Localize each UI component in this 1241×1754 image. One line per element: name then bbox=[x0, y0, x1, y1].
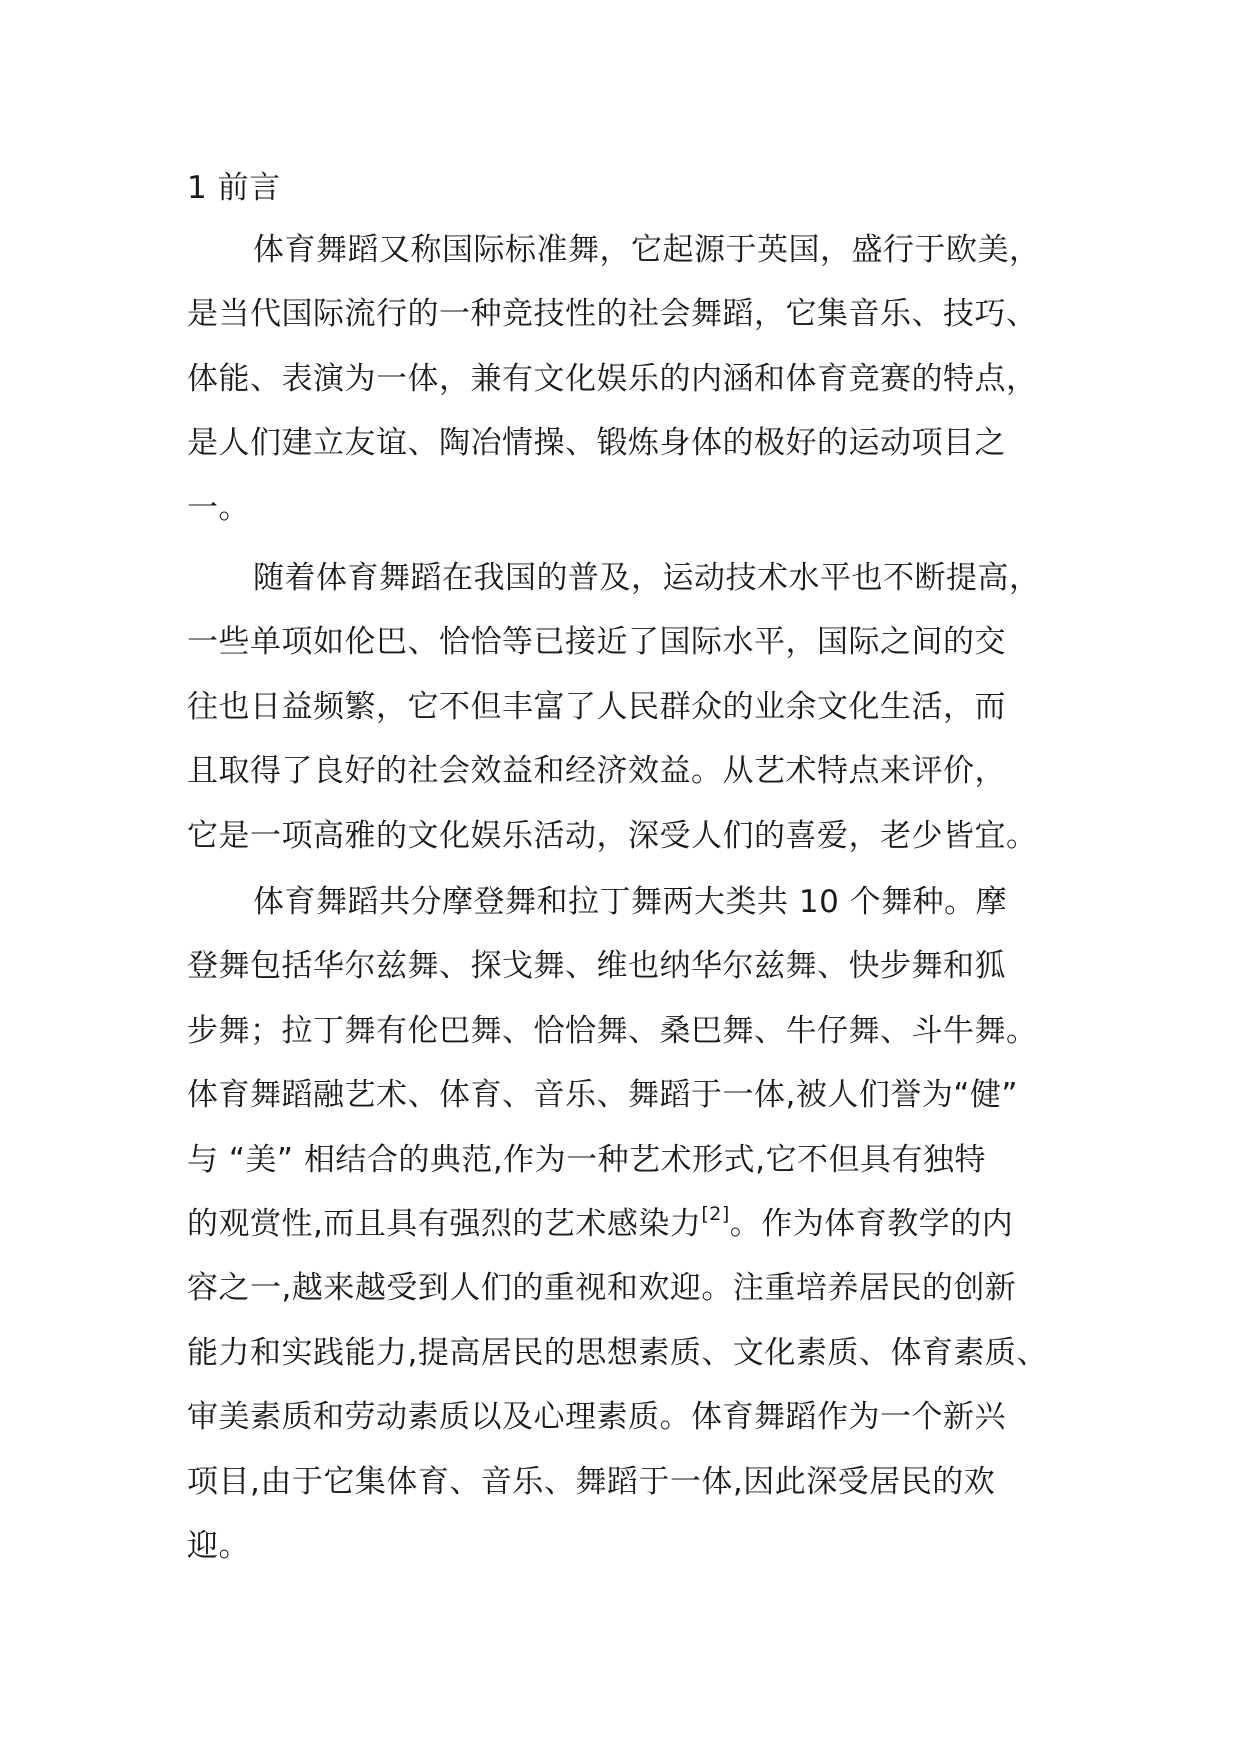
paragraph-line: 是当代国际流行的一种竞技性的社会舞蹈，它集音乐、技巧、 bbox=[187, 296, 1038, 333]
paragraph-line: 迎。 bbox=[187, 1527, 250, 1564]
paragraph-intro bbox=[187, 218, 1057, 540]
line-text: 的观赏性,而且具有强烈的艺术感染力 bbox=[187, 1205, 702, 1242]
paragraph-line: 能力和实践能力,提高居民的思想素质、文化素质、体育素质、 bbox=[187, 1334, 1048, 1371]
paragraph-line: 且取得了良好的社会效益和经济效益。从艺术特点来评价， bbox=[187, 753, 1006, 790]
section-heading: 1 前言 bbox=[187, 170, 281, 206]
paragraph-line: 容之一,越来越受到人们的重视和欢迎。注重培养居民的创新 bbox=[187, 1270, 1017, 1307]
citation-marker: [2] bbox=[701, 1202, 730, 1225]
paragraph-line: 审美素质和劳动素质以及心理素质。体育舞蹈作为一个新兴 bbox=[187, 1399, 1006, 1436]
paragraph-line: 登舞包括华尔兹舞、探戈舞、维也纳华尔兹舞、快步舞和狐 bbox=[187, 948, 1006, 985]
paragraph-line: 是人们建立友谊、陶冶情操、锻炼身体的极好的运动项目之 bbox=[187, 425, 1006, 462]
paragraph-line: 体育舞蹈融艺术、体育、音乐、舞蹈于一体,被人们誉为“健” bbox=[187, 1077, 1018, 1114]
paragraph-line: 一。 bbox=[187, 489, 250, 526]
paragraph-line: 往也日益频繁，它不但丰富了人民群众的业余文化生活，而 bbox=[187, 688, 1006, 725]
paragraph-line: 体能、表演为一体，兼有文化娱乐的内涵和体育竞赛的特点， bbox=[187, 360, 1038, 397]
paragraph-line-with-citation bbox=[187, 1192, 1057, 1256]
paragraph-dance-types bbox=[187, 870, 1057, 1578]
paragraph-line: 一些单项如伦巴、恰恰等已接近了国际水平，国际之间的交 bbox=[187, 624, 1006, 661]
paragraph-line: 随着体育舞蹈在我国的普及，运动技术水平也不断提高， bbox=[253, 560, 1041, 596]
line-text: 。作为体育教学的内 bbox=[729, 1205, 1014, 1242]
paragraph-line: 步舞；拉丁舞有伦巴舞、恰恰舞、桑巴舞、牛仔舞、斗牛舞。 bbox=[187, 1012, 1038, 1049]
paragraph-line: 体育舞蹈又称国际标准舞，它起源于英国，盛行于欧美， bbox=[253, 232, 1041, 268]
paragraph-development bbox=[187, 546, 1057, 868]
paragraph-line: 与 “美” 相结合的典范,作为一种艺术形式,它不但具有独特 bbox=[187, 1141, 987, 1178]
paragraph-line: 体育舞蹈共分摩登舞和拉丁舞两大类共 10 个舞种。摩 bbox=[253, 884, 1008, 920]
paragraph-line: 项目,由于它集体育、音乐、舞蹈于一体,因此深受居民的欢 bbox=[187, 1463, 996, 1500]
paragraph-line: 它是一项高雅的文化娱乐活动，深受人们的喜爱，老少皆宜。 bbox=[187, 817, 1038, 854]
